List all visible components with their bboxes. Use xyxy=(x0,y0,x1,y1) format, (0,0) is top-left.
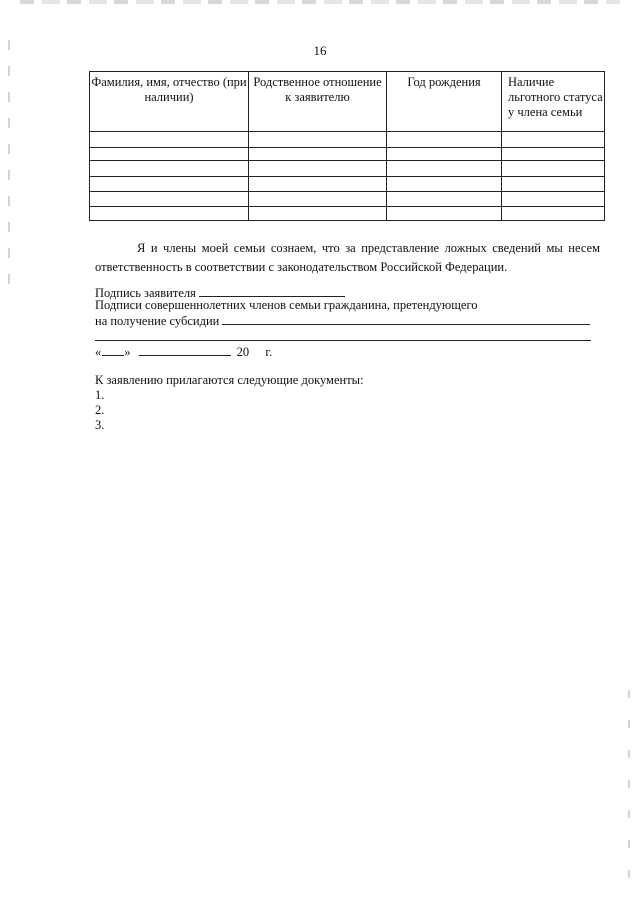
table-cell[interactable] xyxy=(387,207,502,221)
header-full-name: Фамилия, имя, отчество (при наличии) xyxy=(90,72,249,132)
table-cell[interactable] xyxy=(90,177,249,192)
attachment-item: 3. xyxy=(95,418,105,432)
table-cell[interactable] xyxy=(502,132,605,148)
table-cell[interactable] xyxy=(90,148,249,161)
table-cell[interactable] xyxy=(249,207,387,221)
table-cell[interactable] xyxy=(502,192,605,207)
table-row xyxy=(90,148,605,161)
table-cell[interactable] xyxy=(90,192,249,207)
table-cell[interactable] xyxy=(502,177,605,192)
date-open-quote: « xyxy=(95,345,102,359)
table-cell[interactable] xyxy=(249,148,387,161)
table-cell[interactable] xyxy=(90,207,249,221)
date-day-field[interactable] xyxy=(102,343,124,356)
header-benefit-status: Наличие льготного статуса у члена семьи xyxy=(502,72,605,132)
applicant-signature-label: Подпись заявителя xyxy=(95,286,196,300)
table-cell[interactable] xyxy=(387,132,502,148)
attachment-item: 2. xyxy=(95,403,105,417)
table-cell[interactable] xyxy=(502,207,605,221)
date-year-suffix: г. xyxy=(265,345,273,359)
members-signature-line xyxy=(95,312,590,329)
scan-artifact-left xyxy=(8,40,10,300)
members-signature-field[interactable] xyxy=(222,312,590,325)
table-cell[interactable] xyxy=(90,132,249,148)
table-cell[interactable] xyxy=(249,177,387,192)
table-cell[interactable] xyxy=(387,148,502,161)
declaration-paragraph: Я и члены моей семьи сознаем, что за представление ложных сведений мы несем ответственность в соответствии с законодательством Российской Федерации. xyxy=(95,241,600,274)
page-number: 16 xyxy=(313,43,327,58)
table-row xyxy=(90,161,605,177)
table-header-row xyxy=(90,72,605,132)
table-cell[interactable] xyxy=(249,132,387,148)
table-row xyxy=(90,177,605,192)
table-cell[interactable] xyxy=(387,192,502,207)
header-birth-year: Год рождения xyxy=(387,72,502,132)
date-month-field[interactable] xyxy=(139,343,231,356)
applicant-signature-field[interactable] xyxy=(199,284,345,297)
table-row xyxy=(90,132,605,148)
table-cell[interactable] xyxy=(387,177,502,192)
date-line xyxy=(95,343,272,360)
table-cell[interactable] xyxy=(90,161,249,177)
table-row xyxy=(90,207,605,221)
table-cell[interactable] xyxy=(502,161,605,177)
scan-artifact-top xyxy=(20,0,620,4)
date-year-field[interactable] xyxy=(252,344,262,356)
scan-artifact-right xyxy=(628,690,630,890)
table-cell[interactable] xyxy=(502,148,605,161)
members-signature-text: Подписи совершеннолетних членов семьи гражданина, претендующего xyxy=(95,298,478,312)
members-signature-label: на получение субсидии xyxy=(95,314,220,328)
attachments-title: К заявлению прилагаются следующие документы: xyxy=(95,373,364,387)
table-cell[interactable] xyxy=(249,161,387,177)
table-cell[interactable] xyxy=(387,161,502,177)
header-relationship: Родственное отношение к заявителю xyxy=(249,72,387,132)
date-year-prefix: 20 xyxy=(236,345,250,359)
table-row xyxy=(90,192,605,207)
members-signature-field-2[interactable] xyxy=(95,340,591,341)
family-members-table xyxy=(89,71,605,221)
attachment-item: 1. xyxy=(95,388,105,402)
date-close-quote: » xyxy=(124,345,131,359)
table-cell[interactable] xyxy=(249,192,387,207)
